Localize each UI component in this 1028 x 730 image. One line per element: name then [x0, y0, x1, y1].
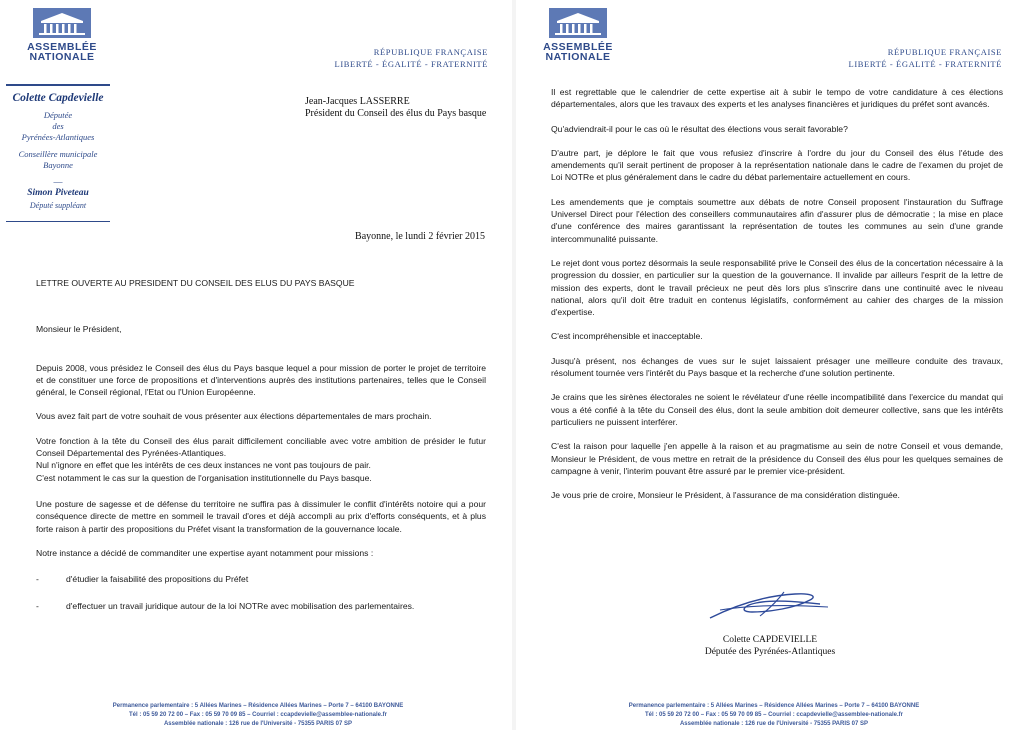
bullet-marker: -: [36, 601, 39, 612]
republic-motto: LIBERTÉ - ÉGALITÉ - FRATERNITÉ: [848, 59, 1002, 69]
paragraph: Le rejet dont vous portez désormais la seule responsabilité prive le Conseil des élus de la concertation nécessaire à la progression du dossier, en particulier sur la question de la gouvernance. Il invalide par ailleurs l'esprit de la lettre de mission des experts, dont le travail précieux ne peut dès lors plus s'inscrire dans une continuité avec le niveau national, alors qu'il doit être traduit en contenus législatifs, conformément au cahier des charges de la mission d'expertise.: [551, 257, 1003, 318]
republique-francaise-header: [812, 46, 1002, 70]
deputy-title-line: des: [52, 121, 64, 131]
parliament-building-icon: [33, 8, 91, 38]
deputy-name: Colette Capdevielle: [12, 92, 104, 104]
paragraph: [36, 435, 486, 484]
footer-contact: Tél : 05 59 20 72 00 – Fax : 05 59 70 09 85 – Courriel : ccapdevielle@assemblee-nationale.fr: [129, 712, 387, 718]
republique-francaise-header: [300, 46, 488, 70]
paragraph-line: Votre fonction à la tête du Conseil des élus parait difficilement conciliable avec votre ambition de présider le futur Conseil Départemental des Pyrénées-Atlantiques.: [36, 435, 486, 459]
list-item: [36, 600, 486, 612]
letter-body-part1: [36, 277, 486, 628]
sidebar-dash: —: [53, 177, 63, 187]
paragraph: Jusqu'à présent, nos échanges de vues sur le sujet laissaient présager une meilleure conduite des travaux, résolument tournée vers l'intérêt du Pays basque et la recherche d'une solution pertinente.: [551, 355, 1003, 379]
paragraph: Depuis 2008, vous présidez le Conseil des élus du Pays basque lequel a pour mission de porter le projet de territoire et de constituer une force de propositions et d'interventions auprès des institutions partenaires, telles que le Conseil général, le Conseil régional, l'Etat ou l'Union Européenne.: [36, 362, 486, 398]
sidebar-bottom-rule: [6, 221, 110, 222]
signatory-name: Colette CAPDEVIELLE: [722, 635, 818, 645]
letter-body-part2: [551, 86, 1003, 513]
paragraph: Je crains que les sirènes électorales ne soient le révélateur d'une réelle incompatibilité dans l'exercice du mandat qui vous a été confié à la tête du Conseil des élus, dont la seule ambition doit demeurer collective, sans que les intérêts particuliers ne puissent interférer.: [551, 392, 1003, 427]
paragraph: Une posture de sagesse et de défense du territoire ne suffira pas à dissimuler le conflit d'intérêts notoire qui a pour conséquence directe de mettre en sommeil le travail d'ores et déjà accompli au prix d'efforts conséquents, et à plus forte raison à partir des propositions du Préfet visant la transformation de la gouvernance locale.: [36, 498, 486, 534]
republic-motto: LIBERTÉ - ÉGALITÉ - FRATERNITÉ: [334, 59, 488, 69]
substitute-role: Député suppléant: [29, 201, 87, 210]
logo-text-line2: NATIONALE: [29, 51, 95, 63]
deputy-sidebar: [6, 84, 110, 222]
deputy-role-line: Bayonne: [43, 160, 73, 170]
page-footer: [544, 702, 1004, 729]
footer-address: Permanence parlementaire : 5 Allées Marines – Résidence Allées Marines – Porte 7 – 64100 BAYONNE: [628, 703, 920, 709]
signatory-block: [640, 634, 900, 658]
footer-address: Permanence parlementaire : 5 Allées Marines – Résidence Allées Marines – Porte 7 – 64100 BAYONNE: [112, 703, 404, 709]
list-item-text: d'effectuer un travail juridique autour de la loi NOTRe avec mobilisation des parlementaires.: [66, 601, 415, 612]
paragraph: C'est incompréhensible et inacceptable.: [551, 331, 703, 342]
paragraph: Je vous prie de croire, Monsieur le Président, à l'assurance de ma considération distinguée.: [551, 490, 900, 501]
footer-assembly-address: Assemblée nationale : 126 rue de l'Université - 75355 PARIS 07 SP: [679, 721, 869, 727]
paragraph: D'autre part, je déplore le fait que vous refusiez d'inscrire à l'ordre du jour du Conseil des élus l'étude des amendements qu'il serait pertinent de proposer à la représentation nationale dans le cadre de l'examen du projet de Loi NOTRe et plus généralement dans le cadre du débat parlementaire actuellement en cours.: [551, 147, 1003, 183]
missions-list: [36, 573, 486, 613]
logo-text-line1: ASSEMBLÉE: [27, 41, 97, 53]
sidebar-top-rule: [6, 84, 110, 86]
letter-page-1: [0, 0, 512, 730]
list-item-text: d'étudier la faisabilité des propositions du Préfet: [66, 574, 249, 585]
page-footer: [28, 702, 488, 729]
logo-text-line1: ASSEMBLÉE: [543, 41, 613, 53]
paragraph-line: C'est notamment le cas sur la question de l'organisation institutionnelle du Pays basque.: [36, 472, 372, 483]
assemblee-nationale-logo: [22, 8, 102, 62]
paragraph: Les amendements que je comptais soumettre aux débats de notre Conseil proposent l'instauration du Suffrage Universel Direct pour l'élection des conseillers communautaires afin d'assurer plus de démocratie ; la mise en place d'une conférence des maires garantissant la représentation de toutes les communes au sein d'une grande intercommunalité puissante.: [551, 196, 1003, 244]
paragraph: C'est la raison pour laquelle j'en appelle à la raison et au pragmatisme au sein de notre Conseil et vous demande, Monsieur le Président, de vous mettre en retrait de la présidence du Conseil des élus pour les quelques semaines de campagne à venir, l'interim pouvant être assuré par le premier vice-président.: [551, 441, 1003, 476]
paragraph: Il est regrettable que le calendrier de cette expertise ait à subir le tempo de votre candidature à ces élections départementales, alors que les travaux des experts et les analyses financières et juridiques du préfet sont avancés.: [551, 87, 1003, 110]
recipient-block: [305, 96, 505, 120]
assemblee-nationale-logo: [538, 8, 618, 62]
recipient-name: Jean-Jacques LASSERRE: [305, 96, 410, 107]
parliament-building-icon: [549, 8, 607, 38]
republic-title: RÉPUBLIQUE FRANÇAISE: [887, 47, 1002, 57]
deputy-title-line: Députée: [43, 110, 73, 120]
paragraph-line: Nul n'ignore en effet que les intérêts de ces deux instances ne vont pas toujours de pair.: [36, 460, 371, 471]
bullet-marker: -: [36, 574, 39, 585]
list-item: [36, 573, 486, 585]
logo-text-line2: NATIONALE: [545, 51, 611, 63]
letter-greeting: Monsieur le Président,: [36, 324, 122, 335]
footer-assembly-address: Assemblée nationale : 126 rue de l'Université - 75355 PARIS 07 SP: [163, 721, 353, 727]
recipient-title: Président du Conseil des élus du Pays basque: [305, 108, 487, 119]
handwritten-signature: [700, 588, 840, 626]
republic-title: RÉPUBLIQUE FRANÇAISE: [373, 47, 488, 57]
letter-title: LETTRE OUVERTE AU PRESIDENT DU CONSEIL DES ELUS DU PAYS BASQUE: [36, 278, 355, 288]
paragraph: Notre instance a décidé de commanditer une expertise ayant notamment pour missions :: [36, 547, 374, 558]
substitute-name: Simon Piveteau: [27, 188, 89, 198]
signatory-title: Députée des Pyrénées-Atlantiques: [704, 647, 836, 657]
deputy-role-line: Conseillère municipale: [18, 149, 98, 159]
paragraph: Vous avez fait part de votre souhait de vous présenter aux élections départementales de mars prochain.: [36, 411, 432, 422]
letter-date: Bayonne, le lundi 2 février 2015: [355, 231, 485, 242]
paragraph: Qu'adviendrait-il pour le cas où le résultat des élections vous serait favorable?: [551, 123, 848, 134]
deputy-title-line: Pyrénées-Atlantiques: [21, 132, 95, 142]
footer-contact: Tél : 05 59 20 72 00 – Fax : 05 59 70 09 85 – Courriel : ccapdevielle@assemblee-nationale.fr: [645, 712, 903, 718]
